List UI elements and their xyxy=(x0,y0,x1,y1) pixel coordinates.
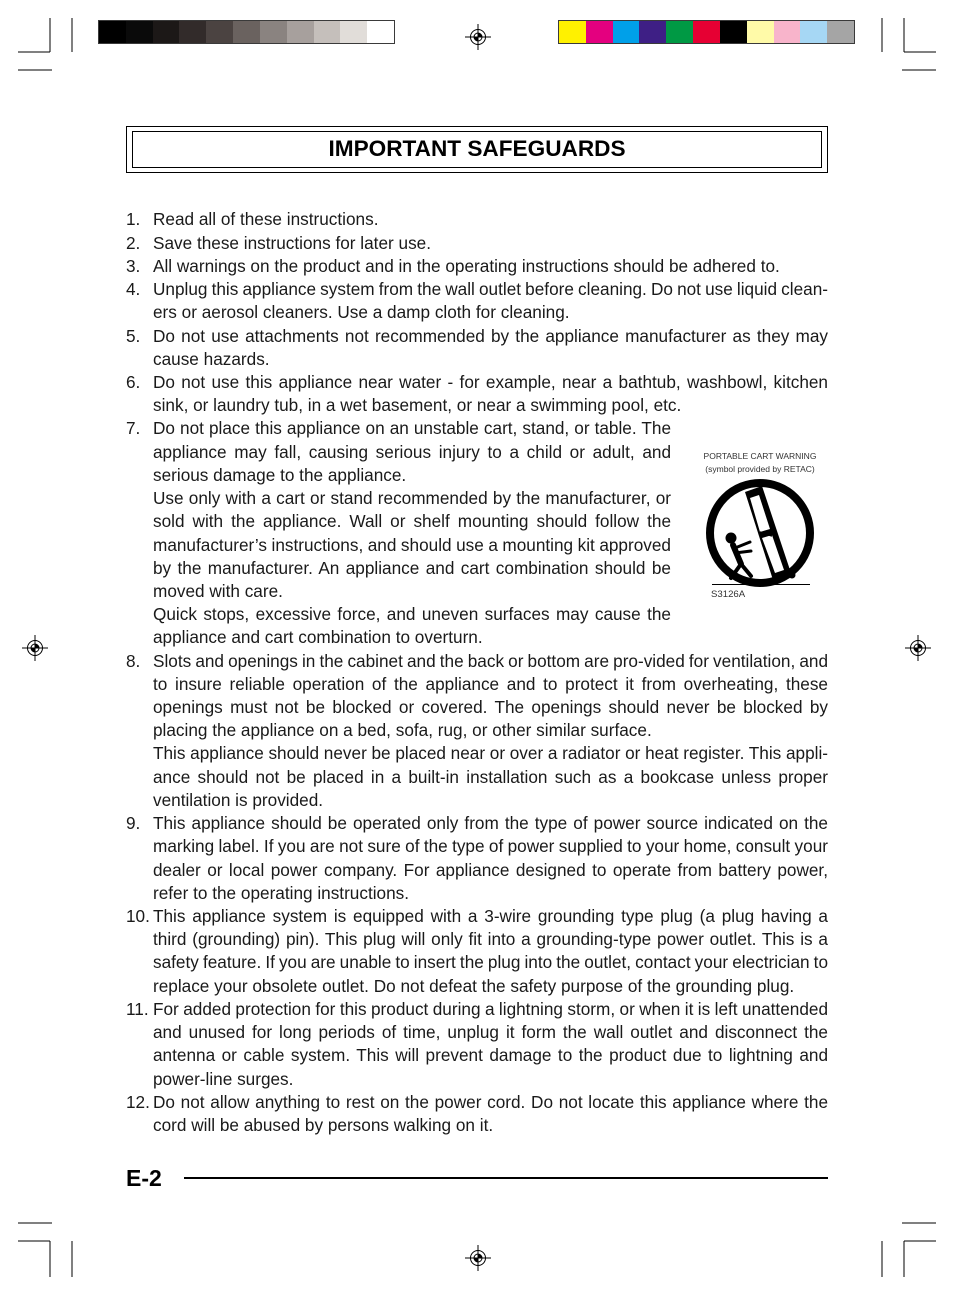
item-paragraph xyxy=(153,278,828,324)
item-number: 6. xyxy=(126,371,141,392)
text-line: Use only with a cart or stand recommended by the manufacturer, or xyxy=(153,488,671,509)
text-line: Unplug this appliance system from the wall outlet before cleaning. Do not use liquid clean- xyxy=(153,279,828,300)
process-swatch xyxy=(774,21,801,43)
title-box-inner xyxy=(132,131,822,168)
text-line: third (grounding) pin). This plug will only fit into a grounding-type power outlet. This is a xyxy=(153,929,828,950)
item-paragraph xyxy=(153,603,671,649)
process-color-bar xyxy=(558,20,855,44)
page-title: IMPORTANT SAFEGUARDS xyxy=(328,136,626,162)
text-line: to insure reliable operation of the appliance and to protect it from overheating, these xyxy=(153,673,828,694)
item-number: 12. xyxy=(126,1091,150,1112)
item-number: 1. xyxy=(126,209,141,230)
item-paragraph xyxy=(153,650,828,743)
item-number: 2. xyxy=(126,232,141,253)
item-number: 3. xyxy=(126,255,141,276)
item-text xyxy=(153,232,828,255)
item-paragraph xyxy=(153,1091,828,1137)
process-swatch xyxy=(747,21,774,43)
text-line: This appliance should be operated only from the type of power source indicated on the xyxy=(153,813,828,834)
item-text xyxy=(153,255,828,278)
text-line: Read all of these instructions. xyxy=(153,209,379,230)
item-text xyxy=(153,278,828,324)
grayscale-swatch xyxy=(126,21,153,43)
registration-mark-icon-left xyxy=(22,635,48,661)
crop-mark-icon-bottom-right xyxy=(882,1223,936,1277)
item-text xyxy=(153,998,828,1091)
text-line: appliance may fall, causing serious injury to a child or adult, and xyxy=(153,441,671,462)
item-paragraph xyxy=(153,905,828,998)
text-line: by the manufacturer. An appliance and cart combination should be xyxy=(153,557,671,578)
text-line: appliance and cart combination to overturn. xyxy=(153,627,483,648)
text-line: marking label. If you are not sure of the type of power supplied to your home, consult your xyxy=(153,836,828,857)
text-line: Do not use attachments not recommended by the appliance manufacturer as they may xyxy=(153,325,828,346)
item-number: 9. xyxy=(126,813,141,834)
item-text xyxy=(153,812,828,905)
text-line: Do not allow anything to rest on the power cord. Do not locate this appliance where the xyxy=(153,1091,828,1112)
text-line: ers or aerosol cleaners. Use a damp cloth for cleaning. xyxy=(153,302,570,323)
ground-line xyxy=(712,584,810,585)
item-text xyxy=(153,371,828,417)
item-text xyxy=(153,325,828,371)
item-paragraph xyxy=(153,232,828,255)
item-number: 5. xyxy=(126,325,141,346)
process-swatch xyxy=(613,21,640,43)
portable-cart-warning-icon xyxy=(704,477,816,589)
safeguard-item xyxy=(126,232,828,255)
item-text xyxy=(153,650,828,813)
item-paragraph xyxy=(153,255,828,278)
text-line: Save these instructions for later use. xyxy=(153,232,432,253)
crop-mark-icon-top-right xyxy=(882,18,936,70)
figure-caption: PORTABLE CART WARNING xyxy=(703,451,817,461)
text-line: manufacturer’s instructions, and should use a mounting kit approved xyxy=(153,534,671,555)
process-swatch xyxy=(720,21,747,43)
text-line: antenna or cable system. This will prevent damage to the product due to lightning and xyxy=(153,1045,828,1066)
item-text xyxy=(153,905,828,998)
safeguard-item xyxy=(126,325,828,371)
text-line: cause hazards. xyxy=(153,348,270,369)
text-line: sink, or laundry tub, in a wet basement, or near a swimming pool, etc. xyxy=(153,395,682,416)
item-number: 8. xyxy=(126,650,141,671)
safeguard-item xyxy=(126,812,828,905)
grayscale-swatch xyxy=(99,21,126,43)
text-line: cord will be abused by persons walking on it. xyxy=(153,1114,494,1135)
item-text xyxy=(153,417,671,649)
process-swatch xyxy=(693,21,720,43)
grayscale-swatch xyxy=(260,21,287,43)
text-line: safety feature. If you are unable to insert the plug into the outlet, contact your electrician to xyxy=(153,952,828,973)
safeguard-item xyxy=(126,998,828,1091)
grayscale-swatch xyxy=(179,21,206,43)
text-line: sold with the appliance. Wall or shelf mounting should follow the xyxy=(153,511,671,532)
text-line: power-line surges. xyxy=(153,1068,294,1089)
text-line: Do not place this appliance on an unstable cart, stand, or table. The xyxy=(153,418,671,439)
item-paragraph xyxy=(153,812,828,905)
item-number: 7. xyxy=(126,418,141,439)
text-line: ance should not be placed in a built-in installation such as a bookcase unless proper xyxy=(153,766,828,787)
text-line: and unused for long periods of time, unplug it form the wall outlet and disconnect the xyxy=(153,1022,828,1043)
process-swatch xyxy=(586,21,613,43)
grayscale-swatch xyxy=(233,21,260,43)
title-box xyxy=(126,126,828,173)
text-line: dealer or local power company. For appliance designed to operate from battery power, xyxy=(153,859,828,880)
figure-credit: (symbol provided by RETAC) xyxy=(705,464,815,474)
item-text xyxy=(153,1091,828,1137)
safeguards-list xyxy=(126,208,828,1137)
item-number: 4. xyxy=(126,279,141,300)
text-line: Do not use this appliance near water - for example, near a bathtub, washbowl, kitchen xyxy=(153,371,828,392)
registration-mark-icon-bottom xyxy=(465,1245,491,1271)
text-line: moved with care. xyxy=(153,580,283,601)
grayscale-swatch xyxy=(340,21,367,43)
item-paragraph xyxy=(153,487,671,603)
figure-code: S3126A xyxy=(711,589,746,600)
process-swatch xyxy=(827,21,854,43)
text-line: placing the appliance on a bed, sofa, rug, or other similar surface. xyxy=(153,720,652,741)
page-number: E-2 xyxy=(126,1165,162,1191)
text-line: Slots and openings in the cabinet and the back or bottom are pro-vided for ventilation, and xyxy=(153,650,828,671)
process-swatch xyxy=(559,21,586,43)
item-paragraph xyxy=(153,417,671,487)
crop-mark-icon-bottom-left xyxy=(18,1223,72,1277)
process-swatch xyxy=(639,21,666,43)
process-swatch xyxy=(666,21,693,43)
text-line: replace your obsolete outlet. Do not defeat the safety purpose of the grounding plug. xyxy=(153,975,795,996)
item-paragraph xyxy=(153,742,828,812)
grayscale-swatch xyxy=(153,21,180,43)
registration-mark-icon-right xyxy=(905,635,931,661)
crop-mark-icon-top-left xyxy=(18,18,72,70)
text-line: All warnings on the product and in the operating instructions should be adhered to. xyxy=(153,255,780,276)
safeguard-item xyxy=(126,371,828,417)
grayscale-color-bar xyxy=(98,20,395,44)
registration-mark-icon-top xyxy=(465,24,491,50)
text-line: refer to the operating instructions. xyxy=(153,882,410,903)
grayscale-swatch xyxy=(314,21,341,43)
grayscale-swatch xyxy=(367,21,394,43)
text-line: ventilation is provided. xyxy=(153,789,324,810)
text-line: For added protection for this product during a lightning storm, or when it is left unattended xyxy=(153,998,828,1019)
grayscale-swatch xyxy=(287,21,314,43)
item-number: 11. xyxy=(126,998,149,1019)
process-swatch xyxy=(800,21,827,43)
text-line: This appliance should never be placed near or over a radiator or heat register. This appli- xyxy=(153,743,828,764)
text-line: This appliance system is equipped with a 3-wire grounding type plug (a plug having a xyxy=(153,906,828,926)
grayscale-swatch xyxy=(206,21,233,43)
text-line: Quick stops, excessive force, and uneven surfaces may cause the xyxy=(153,604,671,625)
item-number: 10. xyxy=(126,906,150,926)
text-line: serious damage to the appliance. xyxy=(153,464,407,485)
safeguard-item xyxy=(126,905,828,998)
safeguard-item xyxy=(126,255,828,278)
item-paragraph xyxy=(153,208,828,231)
safeguard-item xyxy=(126,1091,828,1137)
safeguard-item xyxy=(126,208,828,231)
footer-rule xyxy=(184,1177,828,1179)
item-paragraph xyxy=(153,371,828,417)
item-paragraph xyxy=(153,998,828,1091)
safeguard-item xyxy=(126,278,828,324)
safeguard-item xyxy=(126,650,828,813)
item-text xyxy=(153,208,828,231)
item-paragraph xyxy=(153,325,828,371)
text-line: openings must not be blocked or covered. The openings should never be blocked by xyxy=(153,697,828,718)
